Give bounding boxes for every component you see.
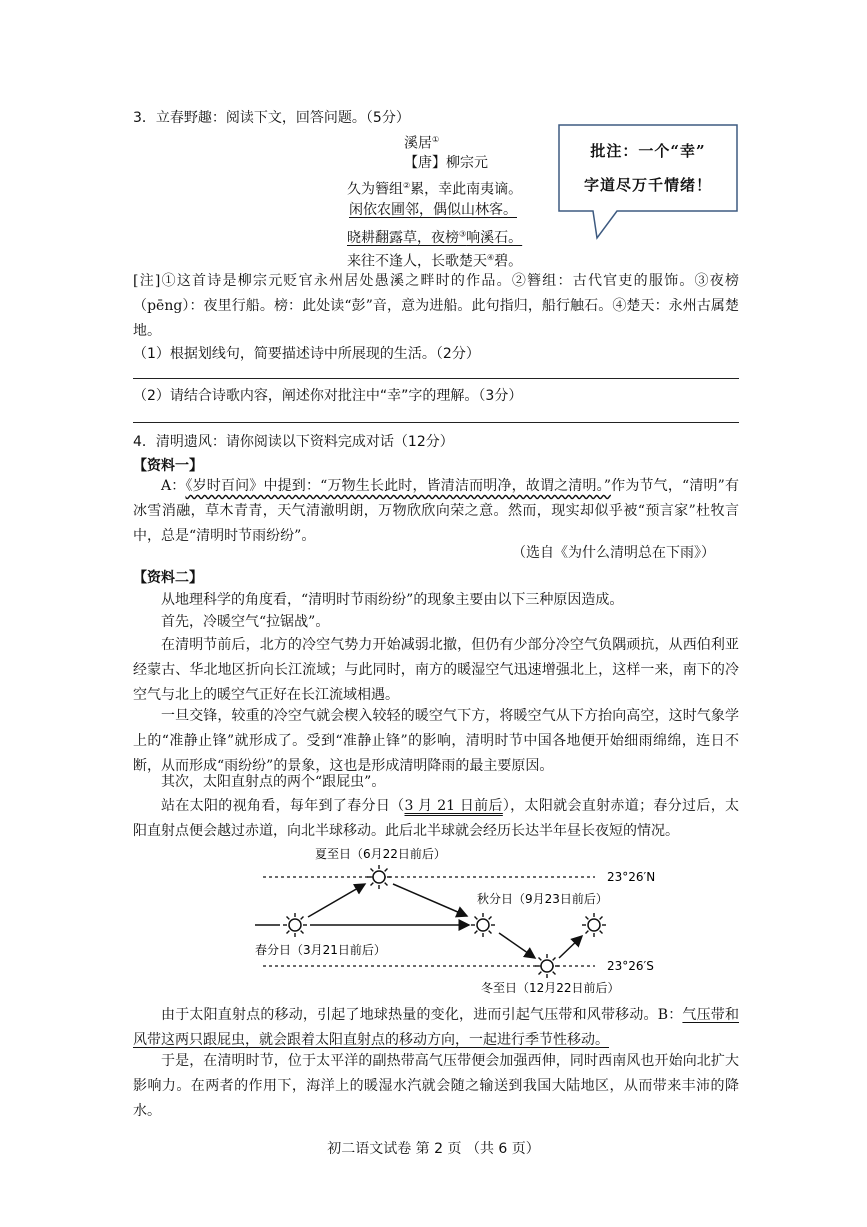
material-2-title: 【资料二】: [133, 570, 203, 586]
q3-heading: 3．立春野趣：阅读下文，回答问题。（5分）: [133, 110, 410, 126]
poem-line-1: 久为簪组②累，幸此南夷谪。: [347, 181, 523, 198]
sun-autumn-icon: [471, 913, 495, 937]
arrow-winter-spring: [559, 936, 582, 958]
answer-line-2[interactable]: [133, 422, 739, 423]
lat-south-label: 23°26′S: [607, 959, 654, 973]
material-2-p4: 一旦交锋，较重的冷空气就会楔入较轻的暖空气下方，将暖空气从下方抬向高空，这时气象学上的“准静止锋”就形成了。受到“准静止锋”的影响，清明时节中国各地便开始细雨绵绵，连日不断，从而形成“雨纷纷”的景象，这也是形成清明降雨的最主要原因。: [133, 708, 739, 774]
arrow-autumn-winter: [499, 933, 535, 958]
poem-line-2: 闲依农圃邻，偶似山林客。: [349, 202, 517, 218]
q3-sub1: （1）根据划线句，简要描述诗中所展现的生活。（2分）: [133, 346, 480, 362]
page-footer: 初二语文试卷 第 2 页 （共 6 页）: [327, 1141, 540, 1157]
material-2-p5: 其次，太阳直射点的两个“跟屁虫”。: [161, 774, 386, 790]
sun-summer-icon: [367, 865, 391, 889]
solar-migration-diagram: [255, 842, 675, 997]
callout-text: 批注：一个“幸” 字道尽万千情绪！: [583, 142, 712, 194]
poem-line-3: 晓耕翻露草，夜榜③响溪石。: [347, 229, 523, 246]
material-2-p6: 站在太阳的视角看，每年到了春分日（3 月 21 日前后），太阳就会直射赤道；春分过后，太阳直射点便会越过赤道，向北半球移动。此后北半球就会经历长达半年昼长夜短的情况。: [133, 798, 740, 839]
material-2-p7: 由于太阳直射点的移动，引起了地球热量的变化，进而引起气压带和风带移动。B：气压带和风带这两只跟屁虫，就会跟着太阳直射点的移动方向，一起进行季节性移动。: [133, 1007, 739, 1048]
material-2-p8: 于是，在清明时节，位于太平洋的副热带高气压带便会加强西伸，同时西南风也开始向北扩大影响力。在两者的作用下，海洋上的暖湿水汽就会随之输送到我国大陆地区，从而带来丰沛的降水。: [133, 1053, 739, 1119]
material-2-p3: 在清明节前后，北方的冷空气势力开始减弱北撤，但仍有少部分冷空气负隅顽抗，从西伯利亚经蒙古、华北地区折向长江流域；与此同时，南方的暖湿空气迅速增强北上，这样一来，南下的冷空气与北上的暖空气正好在长江流域相遇。: [133, 637, 739, 703]
sun-winter-icon: [535, 954, 559, 978]
spring-equinox-label: 春分日（3月21日前后）: [255, 943, 386, 957]
q3-sub2: （2）请结合诗歌内容，阐述你对批注中“幸”字的理解。（3分）: [133, 388, 523, 404]
sun-spring-next-icon: [582, 913, 606, 937]
material-1-text: A：《岁时百问》中提到：“万物生长此时，皆清洁而明净，故谓之清明。”作为节气，“清明”有冰雪消融，草木青青，天气清澈明朗，万物欣欣向荣之意。然而，现实却似乎被“预言家”杜牧言中，总是“清明时节雨纷纷”。: [133, 478, 739, 544]
arrow-spring-summer: [308, 884, 365, 917]
q4-heading: 4．清明遗风：请你阅读以下资料完成对话（12分）: [133, 434, 454, 450]
winter-solstice-label: 冬至日（12月22日前后）: [481, 981, 620, 995]
material-2-p1: 从地理科学的角度看，“清明时节雨纷纷”的现象主要由以下三种原因造成。: [161, 592, 624, 608]
lat-north-label: 23°26′N: [607, 870, 656, 884]
poem-notes: [注]①这首诗是柳宗元贬官永州居处愚溪之畔时的作品。②簪组：古代官吏的服饰。③夜榜（pēng）：夜里行船。榜：此处读“彭”音，意为进船。此句指归，船行触石。④楚天：永州古属楚地。: [133, 273, 739, 339]
summer-solstice-label: 夏至日（6月22日前后）: [315, 847, 446, 861]
sun-spring-icon: [283, 913, 307, 937]
autumn-equinox-label: 秋分日（9月23日前后）: [477, 892, 608, 906]
material-2-p2: 首先，冷暖空气“拉锯战”。: [161, 614, 330, 630]
poem-line-4: 来往不逢人，长歌楚天④碧。: [347, 253, 523, 270]
poem-title: 溪居①: [404, 135, 440, 152]
material-1-source: （选自《为什么清明总在下雨》）: [512, 545, 715, 561]
material-1-title: 【资料一】: [133, 458, 203, 474]
arrow-summer-autumn: [393, 884, 467, 916]
answer-line-1[interactable]: [133, 378, 739, 379]
poem-author: 【唐】柳宗元: [404, 155, 488, 171]
